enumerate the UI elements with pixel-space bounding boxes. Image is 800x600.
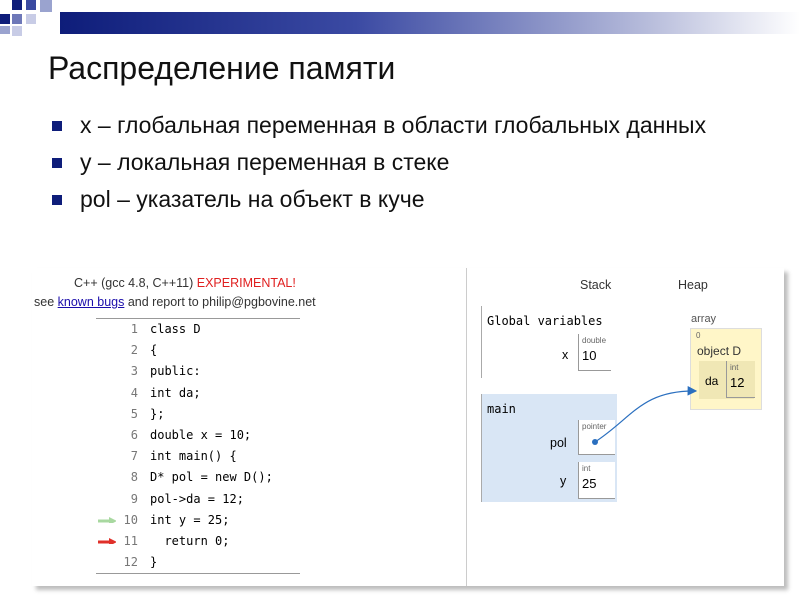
field-cell-da: int 12: [726, 361, 755, 398]
stack-label: Stack: [580, 278, 612, 292]
line-number: 10: [123, 512, 138, 527]
bullet-list: [52, 110, 752, 221]
line-number: 11: [123, 533, 138, 548]
slide-title: Распределение памяти: [48, 50, 396, 86]
line-number: 1: [130, 322, 138, 336]
known-bugs-link[interactable]: known bugs: [57, 295, 125, 309]
code-text: class D: [150, 322, 201, 336]
decor-square: [0, 14, 10, 24]
code-text: double x = 10;: [150, 427, 252, 442]
line-number: 7: [130, 449, 138, 464]
bug-report-line: see known bugs and report to philip@pgbovine.net: [34, 295, 316, 309]
line-number: 6: [130, 427, 138, 442]
language-header: C++ (gcc 4.8, C++11) EXPERIMENTAL!: [74, 276, 296, 290]
square-bullet-icon: [52, 195, 62, 205]
frame-name: main: [487, 402, 516, 416]
array-index: 0: [696, 331, 701, 340]
line-number: 4: [130, 385, 138, 400]
code-text: int main() {: [150, 449, 237, 464]
square-bullet-icon: [52, 158, 62, 168]
code-text: D* pol = new D();: [150, 470, 273, 485]
heap-label: Heap: [678, 278, 708, 292]
bullet-item: pol – указатель на объект в куче: [52, 184, 752, 215]
code-text: }: [150, 555, 158, 570]
line-number: 9: [130, 491, 138, 506]
decor-square: [0, 26, 10, 34]
decor-square: [26, 14, 36, 24]
line-number: 3: [130, 364, 138, 379]
code-text: public:: [150, 364, 201, 379]
pointer-arrow: [32, 268, 784, 586]
line-number: 12: [123, 555, 138, 570]
field-name-da: da: [705, 374, 719, 388]
variable-cell-y: int 25: [578, 462, 615, 499]
code-text: pol->da = 12;: [150, 491, 244, 506]
code-visualizer-screenshot: [32, 268, 784, 586]
decor-gradient-bar: [60, 12, 800, 34]
variable-name-x: x: [562, 348, 569, 362]
bullet-item: y – локальная переменная в стеке: [52, 147, 752, 178]
frame-name: Global variables: [487, 314, 603, 328]
variable-cell-x: double 10: [578, 334, 611, 371]
bullet-item: x – глобальная переменная в области глобальных данных: [52, 110, 752, 141]
variable-name-y: y: [560, 474, 567, 488]
decor-square: [26, 0, 36, 10]
line-number: 8: [130, 470, 138, 485]
code-text: {: [150, 343, 158, 358]
variable-cell-pol: pointer: [578, 420, 615, 455]
line-number: 2: [130, 343, 138, 358]
line-number: 5: [130, 406, 138, 421]
pointer-line: [595, 391, 696, 442]
decor-square: [12, 26, 22, 36]
decor-square: [12, 0, 22, 10]
code-text: int y = 25;: [150, 512, 230, 527]
code-text: return 0;: [150, 533, 230, 548]
code-text: int da;: [150, 385, 201, 400]
heap-array-label: array: [691, 313, 717, 325]
code-text: };: [150, 406, 165, 421]
decor-square: [12, 14, 22, 24]
variable-name-pol: pol: [550, 436, 567, 450]
decor-square: [40, 0, 52, 12]
decorative-header-bar: [0, 0, 800, 34]
square-bullet-icon: [52, 121, 62, 131]
object-name: object D: [697, 344, 742, 358]
